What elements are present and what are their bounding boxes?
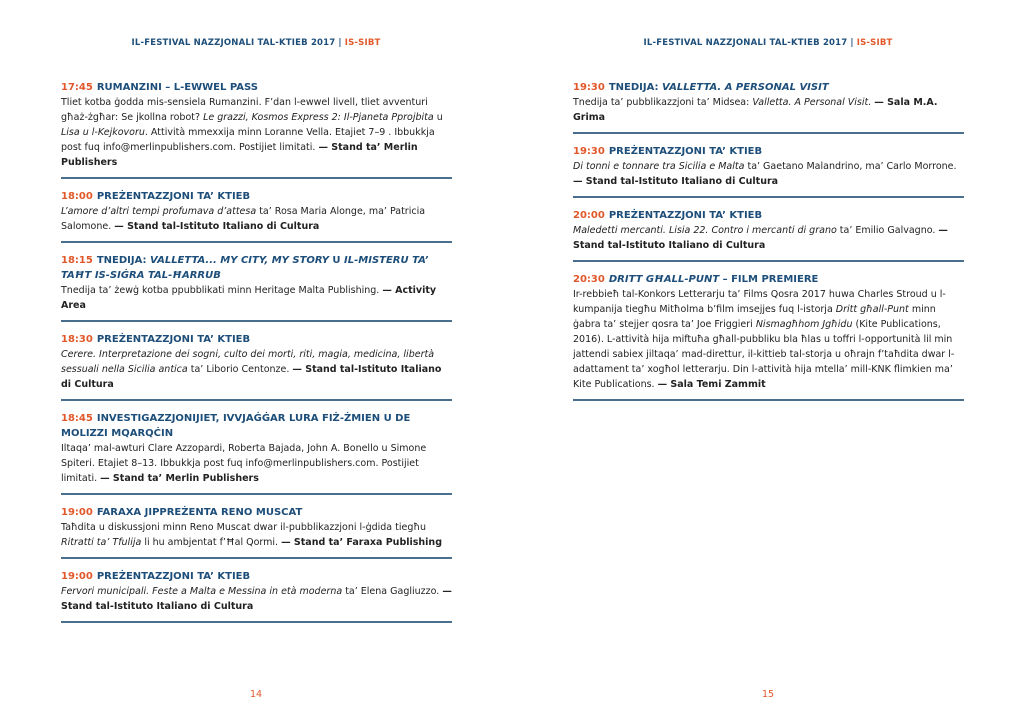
event-location: — Stand tal-Istituto Italiano di Cultura [573, 176, 779, 187]
event-title-part: TNEDIJA: [608, 82, 663, 93]
event-description [61, 283, 452, 313]
event-time: 19:00 [61, 571, 93, 582]
event-title-part: PREŻENTAZZJONI TA’ KTIEB [608, 146, 763, 157]
event-entry [61, 328, 452, 401]
event-description [573, 159, 964, 189]
event-location: — Stand tal-Istituto Italiano di Cultura [61, 586, 452, 612]
event-text: Ritratti ta’ Tfulija [61, 537, 142, 548]
event-text: u [433, 112, 443, 123]
event-entry [573, 204, 964, 262]
event-title-part: FARAXA JIPPREŻENTA RENO MUSCAT [96, 507, 303, 518]
event-text: Taħdita u diskussjoni minn Reno Muscat dwar il-pubblikazzjoni l-ġdida tiegħu [61, 522, 426, 533]
festival-title: IL-FESTIVAL NAZZJONALI TAL-KTIEB 2017 [643, 38, 848, 48]
event-time: 20:00 [573, 210, 605, 221]
event-time: 18:30 [61, 334, 93, 345]
event-entry [61, 407, 452, 495]
event-text: ta’ Gaetano Malandrino, ma’ Carlo Morrone. [744, 161, 957, 172]
event-text: Tnedija ta’ pubblikazzjoni ta’ Midsea: [573, 97, 753, 108]
event-description [61, 95, 452, 170]
event-location: — Stand ta’ Merlin Publishers [100, 473, 259, 484]
event-heading [61, 253, 452, 283]
event-time: 19:30 [573, 82, 605, 93]
event-entry [573, 268, 964, 401]
event-list [573, 76, 964, 407]
event-location: — Sala M.A. Grima [573, 97, 938, 123]
event-text: (Kite Publications, 2016). L-attività hija miftuħa għall-pubbliku bla ħlas u toffri l-opportunità lil min jattendi sabiex jiltaqa’ mad-direttur, il-kittieb tal-storja u oħrajn f’taħdita dwar l-adattament ta’ xogħol letterarju. Din l-attività hija mtella’ mill-KNK flimkien ma’ Kite Publications. [573, 319, 955, 390]
event-time: 18:15 [61, 255, 93, 266]
event-text: Le grazzi, Kosmos Express 2: Il-Pjaneta Pprojbita [203, 112, 434, 123]
event-text: Cerere. Interpretazione dei sogni, culto dei morti, riti, magia, medicina, libertà sessuali nella Sicilia antica [61, 349, 435, 375]
header-separator: | [850, 38, 854, 48]
event-text: Nismagħhom Jgħidu [755, 319, 853, 330]
event-location: — Stand ta’ Faraxa Publishing [281, 537, 442, 548]
event-entry [573, 76, 964, 134]
event-title-part: PREŻENTAZZJONI TA’ KTIEB [96, 571, 251, 582]
event-title-part: VALLETTA. A PERSONAL VISIT [662, 82, 829, 93]
event-entry [61, 249, 452, 322]
event-text: Valletta. A Personal Visit. [752, 97, 872, 108]
event-text: . Attività mmexxija minn Loranne Vella. Etajiet 7–9 . Ibbukkja post fuq info@merlinpublishers.com. Postijiet limitati. [61, 127, 435, 153]
event-description [61, 441, 452, 486]
section-label: IS-SIBT [344, 38, 381, 48]
event-text: Tnedija ta’ żewġ kotba ppubblikati minn Heritage Malta Publishing. [61, 285, 383, 296]
event-location: — Sala Temi Zammit [657, 379, 766, 390]
event-text: li hu ambjentat f’Ħal Qormi. [141, 537, 282, 548]
event-text: Di tonni e tonnare tra Sicilia e Malta [573, 161, 745, 172]
event-entry [61, 565, 452, 623]
right-page [512, 0, 1024, 727]
festival-title: IL-FESTIVAL NAZZJONALI TAL-KTIEB 2017 [131, 38, 336, 48]
page-number: 14 [249, 689, 263, 700]
event-description [61, 204, 452, 234]
event-description [61, 520, 452, 550]
event-text: Dritt għall-Punt [835, 304, 909, 315]
event-heading [573, 80, 964, 95]
event-text: Tliet kotba ġodda mis-sensiela Rumanzini. F’dan l-ewwel livell, tliet avventuri għaż-żgħar: Se jkollna robot? [61, 97, 428, 123]
event-heading [61, 569, 452, 584]
event-text: Fervori municipali. Feste a Malta e Messina in età moderna [61, 586, 343, 597]
event-heading [61, 332, 452, 347]
event-description [573, 287, 964, 392]
event-text: ta’ Emilio Galvagno. [836, 225, 939, 236]
event-location: — Stand tal-Istituto Italiano di Cultura [573, 225, 948, 251]
event-location: — Activity Area [61, 285, 437, 311]
event-text: ta’ Elena Gagliuzzo. [342, 586, 443, 597]
event-heading [573, 144, 964, 159]
event-entry [61, 185, 452, 243]
event-title-part: IL-MISTERU TA’ TAĦT IS-SIĠRA TAL-ĦARRUB [61, 255, 429, 281]
event-title-part: INVESTIGAZZJONIJIET, IVVJAĠĠAR LURA FIŻ-ŻMIEN U DE MOLIZZI MQARQĊIN [61, 413, 411, 439]
event-text: minn ġabra ta’ stejjer qosra ta’ Joe Friggieri [573, 304, 936, 330]
event-title-part: DRITT GĦALL-PUNT [608, 274, 720, 285]
event-text: ta’ Rosa Maria Alonge, ma’ Patricia Salomone. [61, 206, 426, 232]
event-heading [61, 411, 452, 441]
event-title-part: PREŻENTAZZJONI TA’ KTIEB [608, 210, 763, 221]
event-text: Ir-rebbieħ tal-Konkors Letterarju ta’ Films Qosra 2017 huwa Charles Stroud u l-kumpanija tiegħu Mitħolma b’film imsejjes fuq l-istorja [573, 289, 946, 315]
event-text: L’amore d’altri tempi profumava d’attesa [61, 206, 257, 217]
event-time: 18:45 [61, 413, 93, 424]
event-location: — Stand tal-Istituto Italiano di Cultura [114, 221, 320, 232]
event-time: 17:45 [61, 82, 93, 93]
event-time: 18:00 [61, 191, 93, 202]
event-description [573, 95, 964, 125]
event-description [573, 223, 964, 253]
event-text: Lisa u l-Kejkovoru [61, 127, 145, 138]
event-list [61, 76, 452, 629]
event-time: 19:30 [573, 146, 605, 157]
header-separator: | [338, 38, 342, 48]
event-title-part: U [328, 255, 345, 266]
running-header [512, 38, 1024, 48]
event-text: ta’ Liborio Centonze. [187, 364, 293, 375]
event-heading [61, 80, 452, 95]
event-location: — Stand tal-Istituto Italiano di Cultura [61, 364, 442, 390]
event-entry [61, 501, 452, 559]
event-entry [61, 76, 452, 179]
event-heading [61, 505, 452, 520]
event-heading [573, 272, 964, 287]
event-heading [573, 208, 964, 223]
event-entry [573, 140, 964, 198]
event-text: Maledetti mercanti. Lisia 22. Contro i mercanti di grano [573, 225, 837, 236]
event-text: Iltaqa’ mal-awturi Clare Azzopardi, Roberta Bajada, John A. Bonello u Simone Spiteri. Etajiet 8–13. Ibbukkja post fuq info@merlinpublishers.com. Postijiet limitati. [61, 443, 427, 484]
event-title-part: VALLETTA... MY CITY, MY STORY [150, 255, 329, 266]
event-title-part: – FILM PREMIERE [719, 274, 819, 285]
event-title-part: TNEDIJA: [96, 255, 151, 266]
running-header [0, 38, 512, 48]
event-title-part: RUMANZINI – L-EWWEL PASS [96, 82, 258, 93]
event-title-part: PREŻENTAZZJONI TA’ KTIEB [96, 191, 251, 202]
event-time: 20:30 [573, 274, 605, 285]
event-description [61, 584, 452, 614]
event-description [61, 347, 452, 392]
event-time: 19:00 [61, 507, 93, 518]
event-title-part: PREŻENTAZZJONI TA’ KTIEB [96, 334, 251, 345]
event-heading [61, 189, 452, 204]
event-location: — Stand ta’ Merlin Publishers [61, 142, 418, 168]
section-label: IS-SIBT [856, 38, 893, 48]
page-number: 15 [761, 689, 775, 700]
